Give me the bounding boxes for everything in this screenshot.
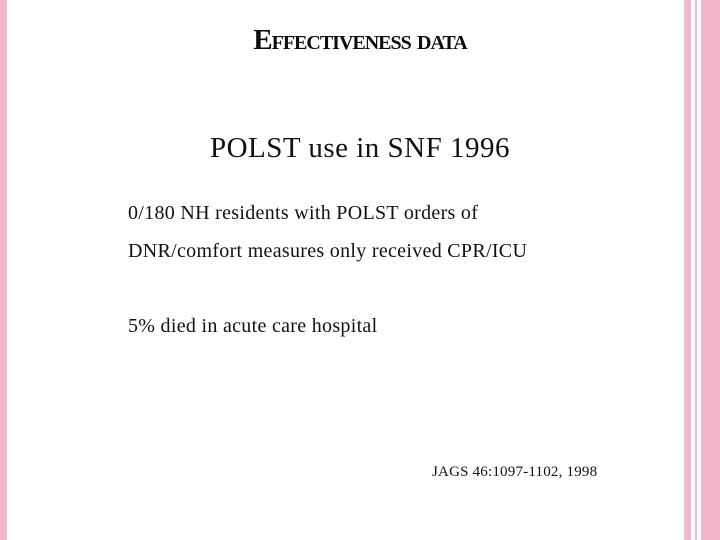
left-border-stripe [0, 0, 7, 540]
body-line: 5% died in acute care hospital [128, 315, 378, 337]
right-border-stripe [684, 0, 691, 540]
slide-title: Effectiveness data [253, 24, 467, 56]
slide-subtitle: POLST use in SNF 1996 [209, 132, 511, 164]
right-border-stripe [695, 0, 697, 540]
body-line: DNR/comfort measures only received CPR/ICU [128, 240, 528, 262]
body-line: 0/180 NH residents with POLST orders of [128, 202, 479, 224]
citation: JAGS 46:1097-1102, 1998 [432, 464, 598, 480]
right-border-stripe [701, 0, 720, 540]
